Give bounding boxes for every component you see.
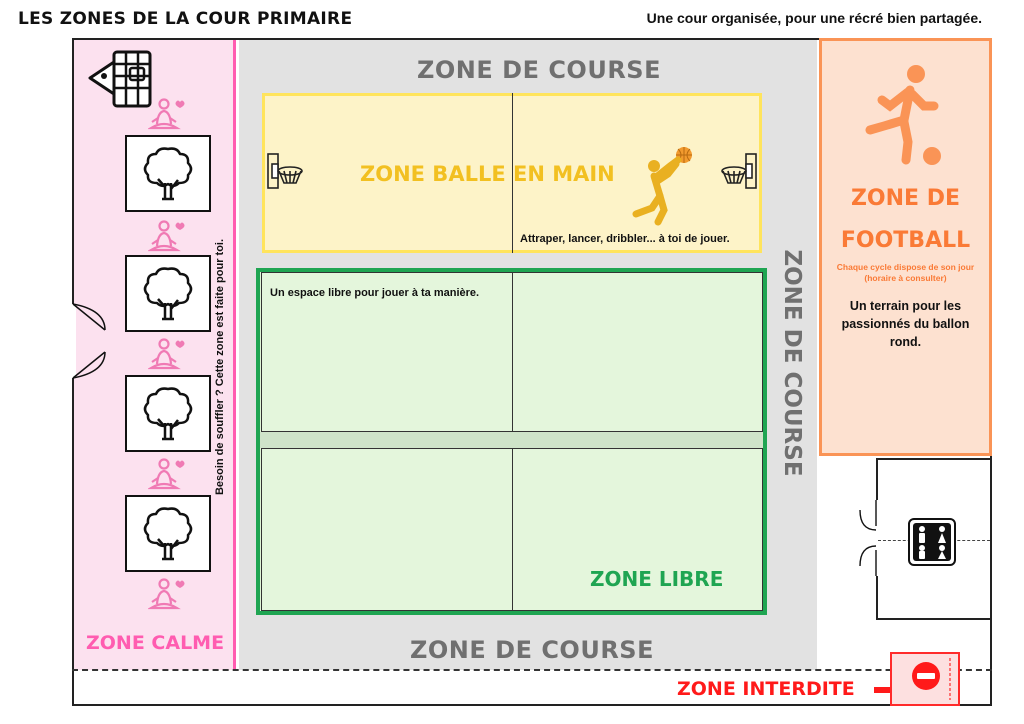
forbidden-zone-title: ZONE INTERDITE <box>677 678 855 700</box>
tree-icon <box>127 497 209 570</box>
basket-hoop-icon <box>712 150 758 192</box>
tree-box <box>125 135 211 212</box>
football-zone-description: Un terrain pour les passionnés du ballon rond. <box>841 299 970 349</box>
tree-box <box>125 495 211 572</box>
no-entry-icon <box>892 654 958 704</box>
door-icon <box>60 300 110 382</box>
tree-icon <box>127 257 209 330</box>
toilets-icon <box>908 518 956 566</box>
tree-icon <box>127 377 209 450</box>
free-zone-court <box>512 272 763 432</box>
basket-hoop-icon <box>266 150 312 192</box>
running-zone-label-top: ZONE DE COURSE <box>417 56 661 84</box>
bench-icon <box>86 46 154 112</box>
football-zone-schedule-line2: (horaire à consulter) <box>864 273 947 283</box>
free-zone-title: ZONE LIBRE <box>590 567 724 591</box>
meditation-icon <box>148 336 188 372</box>
page-subtitle: Une cour organisée, pour une récré bien partagée. <box>646 10 982 26</box>
boundary-dashed-line <box>72 669 992 671</box>
calm-zone-caption-wrap <box>205 232 235 502</box>
football-zone-title-line1: ZONE DE <box>850 186 961 211</box>
door-icon <box>856 496 896 580</box>
meditation-icon <box>148 218 188 254</box>
football-zone-schedule-line1: Chaque cycle dispose de son jour <box>836 262 975 272</box>
meditation-icon <box>148 456 188 492</box>
running-zone-label-right: ZONE DE COURSE <box>779 248 805 477</box>
basketball-player-icon <box>624 144 696 226</box>
free-zone-court <box>261 448 513 611</box>
football-zone-schedule <box>824 262 987 284</box>
free-zone-divider <box>260 432 763 448</box>
forbidden-zone <box>890 652 960 706</box>
football-player-icon <box>862 62 948 172</box>
meditation-icon <box>148 96 188 132</box>
free-zone-caption: Un espace libre pour jouer à ta manière. <box>270 287 480 299</box>
tree-box <box>125 255 211 332</box>
ball-zone-title: ZONE BALLE EN MAIN <box>360 162 615 186</box>
running-zone-label-bottom: ZONE DE COURSE <box>410 636 654 664</box>
tree-box <box>125 375 211 452</box>
ball-zone-caption: Attraper, lancer, dribbler... à toi de jouer. <box>520 233 730 245</box>
calm-zone-caption: Besoin de souffler ? Cette zone est faite pour toi. <box>214 238 226 496</box>
page-title: LES ZONES DE LA COUR PRIMAIRE <box>18 9 353 29</box>
meditation-icon <box>148 576 188 612</box>
running-zone-label-right-wrap <box>770 248 814 477</box>
calm-zone-title: ZONE CALME <box>86 632 225 654</box>
tree-icon <box>127 137 209 210</box>
football-zone-title-line2: FOOTBALL <box>840 228 971 253</box>
